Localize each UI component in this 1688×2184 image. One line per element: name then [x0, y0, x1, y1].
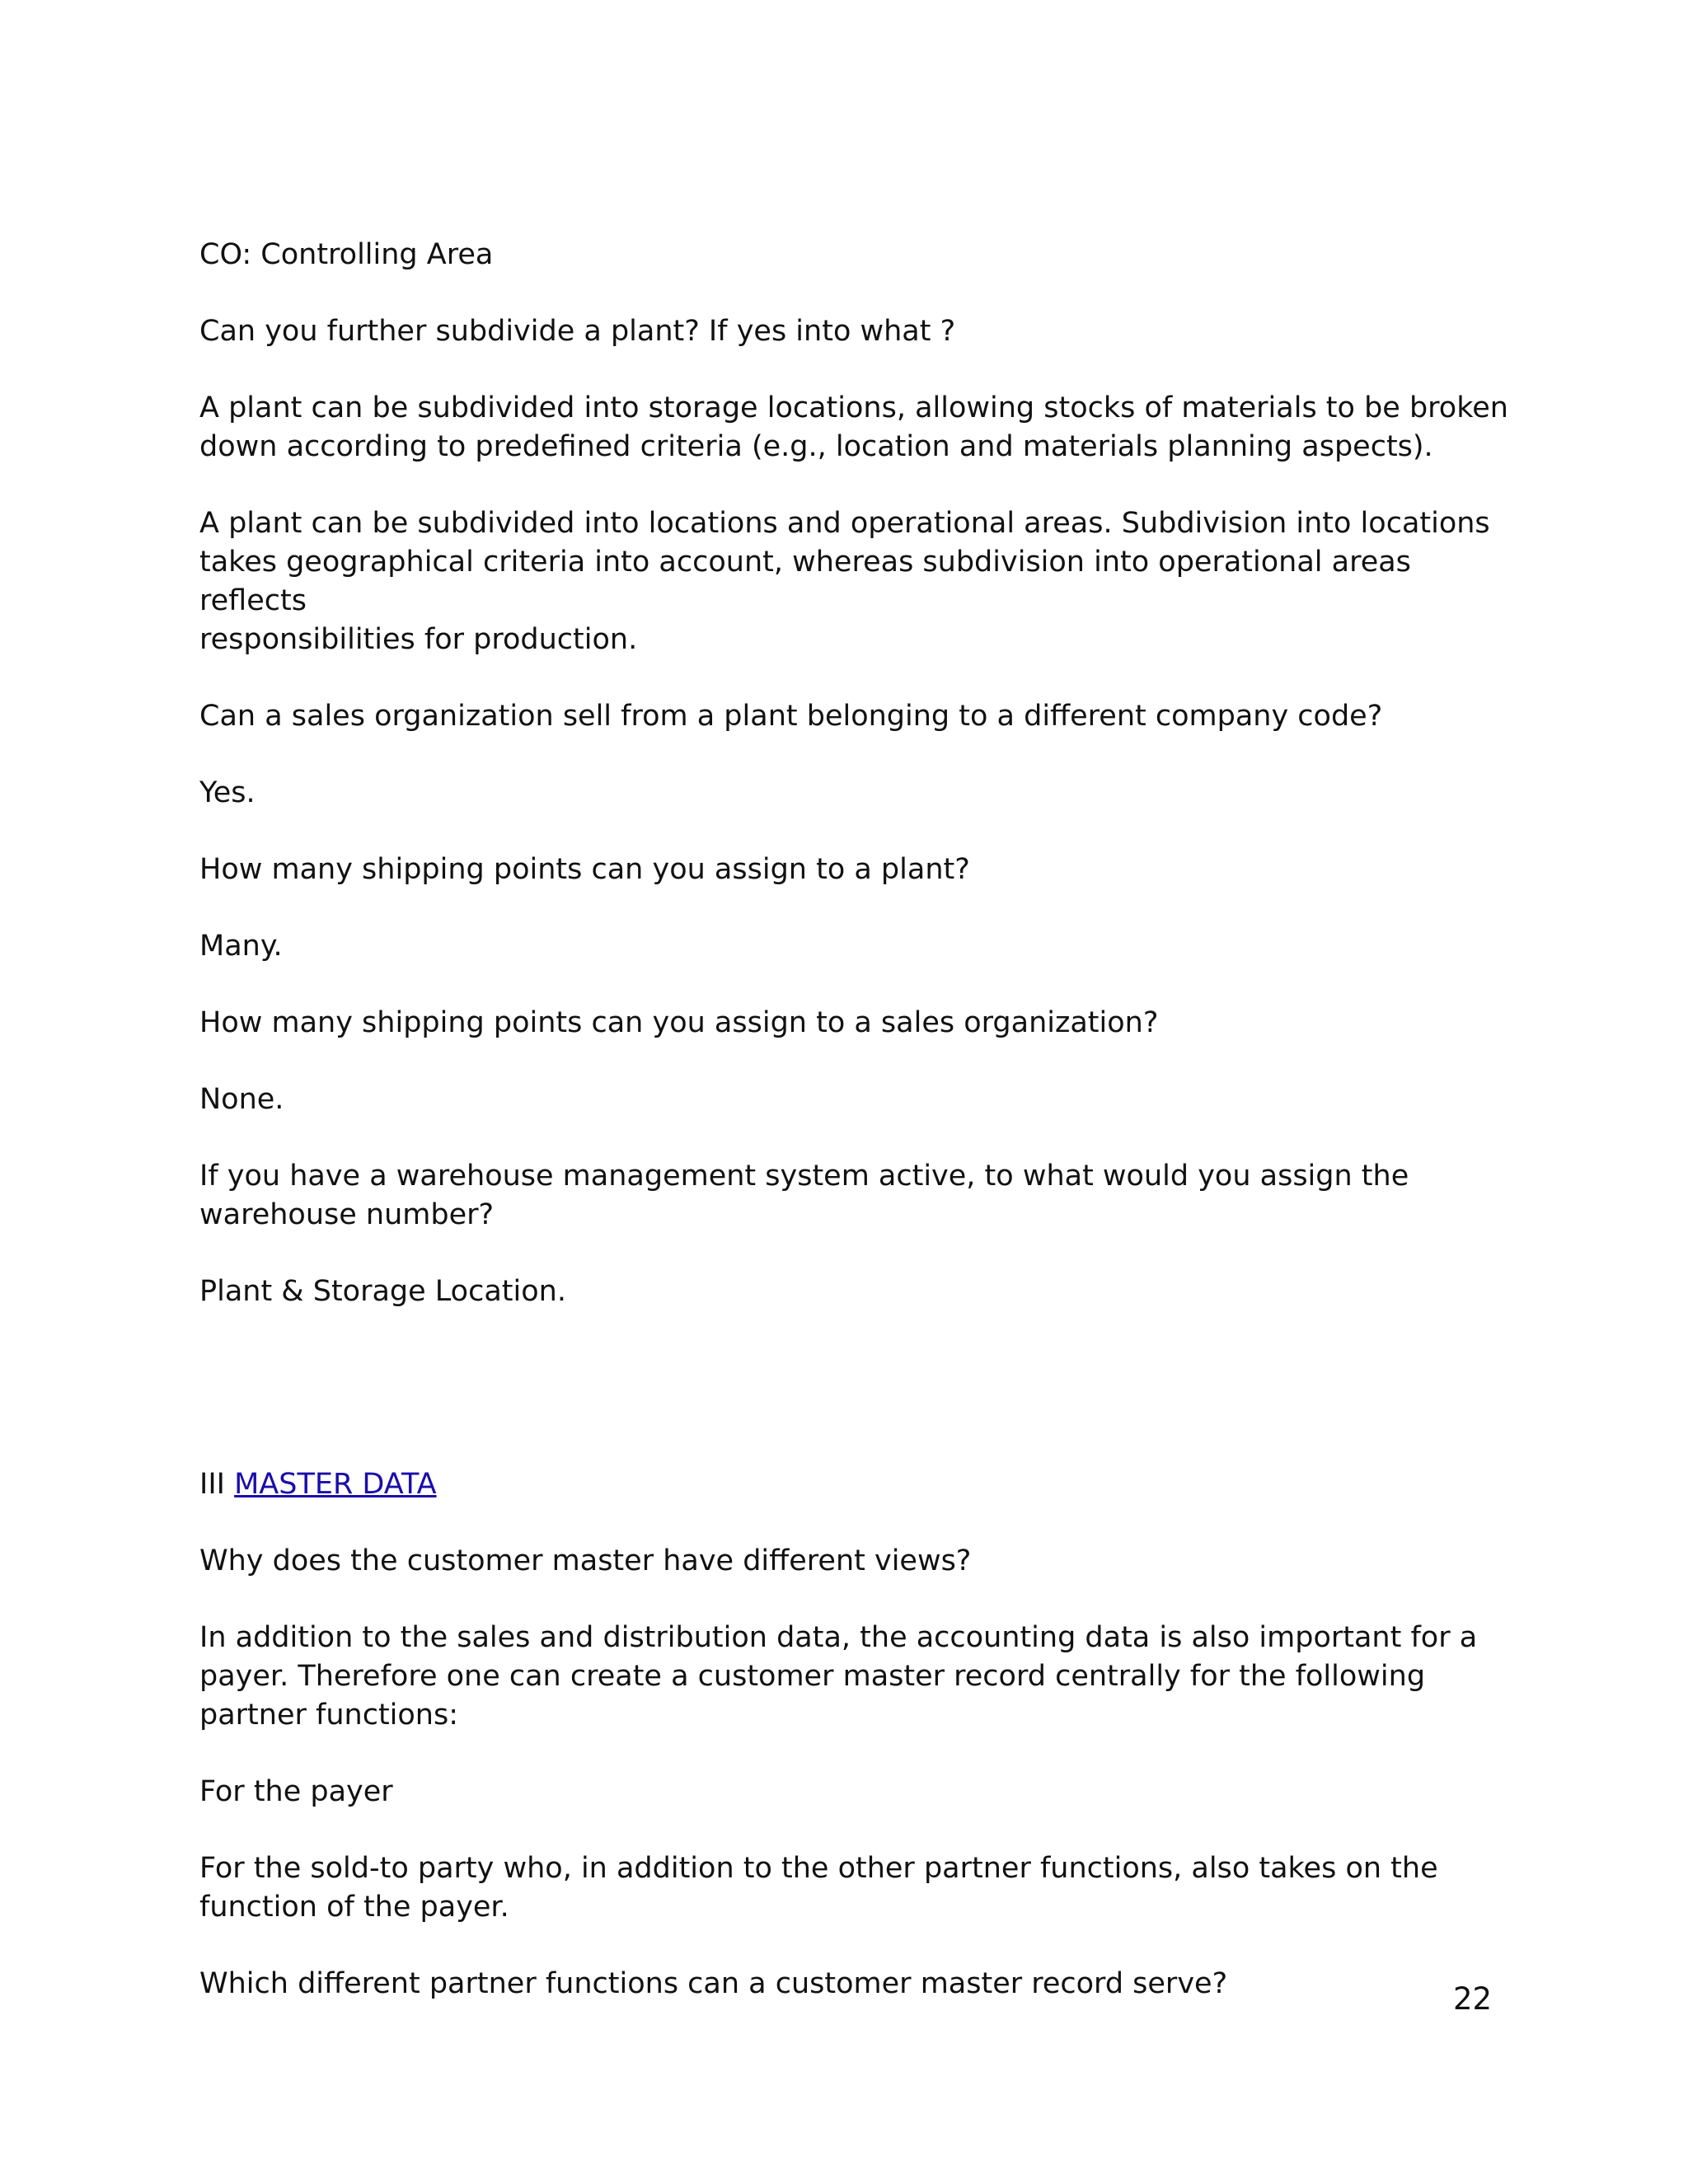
answer: Yes.: [199, 776, 256, 809]
question: How many shipping points can you assign to a sales organization?: [199, 1006, 1159, 1039]
question: Why does the customer master have different views?: [199, 1544, 972, 1577]
question: How many shipping points can you assign to a plant?: [199, 853, 970, 886]
answer: Many.: [199, 930, 283, 963]
question: Which different partner functions can a customer master record serve?: [199, 1967, 1228, 2000]
answer: Plant & Storage Location.: [199, 1275, 566, 1308]
section-heading: [199, 1465, 1518, 1504]
answer: A plant can be subdivided into storage locations, allowing stocks of materials to be broken down according to predefined criteria (e.g., location and materials planning aspects).: [199, 391, 1508, 463]
answer-item: For the payer: [199, 1775, 393, 1808]
page-content: [199, 236, 1518, 2041]
page-number: 22: [1453, 1981, 1493, 2017]
question: If you have a warehouse management system active, to what would you assign the warehouse number?: [199, 1160, 1409, 1231]
question: Can you further subdivide a plant? If yes into what ?: [199, 315, 956, 348]
section-spacer: [199, 1349, 1518, 1465]
answer: In addition to the sales and distribution data, the accounting data is also important for a payer. Therefore one can create a customer master record centrally for the following partner functions:: [199, 1621, 1478, 1732]
answer: A plant can be subdivided into locations and operational areas. Subdivision into locations takes geographical criteria into account, whereas subdivision into operational areas reflects responsibilities for production.: [199, 507, 1490, 656]
master-data-link[interactable]: MASTER DATA: [234, 1468, 437, 1501]
paragraph: CO: Controlling Area: [199, 238, 494, 271]
answer: None.: [199, 1083, 284, 1116]
question: Can a sales organization sell from a plant belonging to a different company code?: [199, 700, 1383, 733]
section-number: III: [199, 1468, 225, 1501]
answer-item: For the sold-to party who, in addition to the other partner functions, also takes on the function of the payer.: [199, 1852, 1438, 1924]
